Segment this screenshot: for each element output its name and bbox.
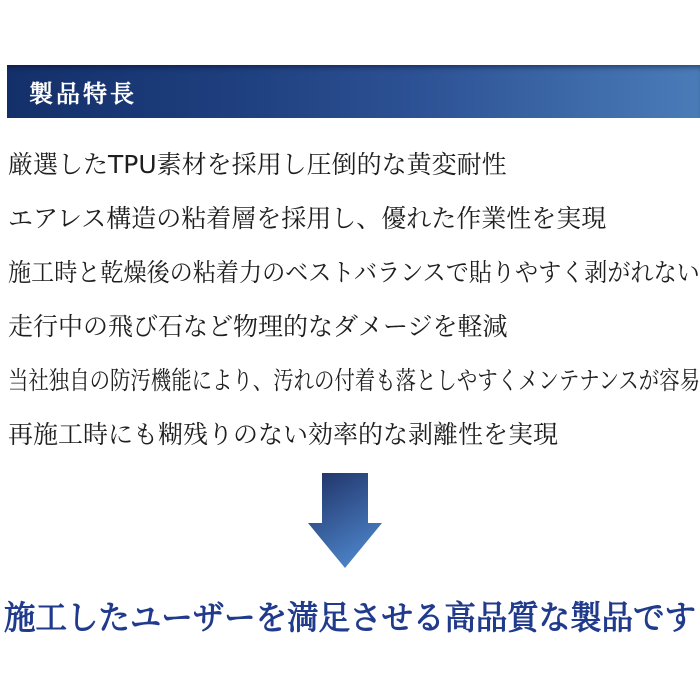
feature-item: 厳選したTPU素材を採用し圧倒的な黄変耐性 <box>8 150 507 179</box>
conclusion-row <box>0 592 700 639</box>
feature-item: 当社独自の防汚機能により、汚れの付着も落としやすくメンテナンスが容易 <box>8 366 700 395</box>
feature-item: 走行中の飛び石など物理的なダメージを軽減 <box>8 312 508 341</box>
section-header-bar <box>7 65 700 118</box>
down-arrow-icon <box>308 473 382 568</box>
feature-item: エアレス構造の粘着層を採用し、優れた作業性を実現 <box>8 204 607 233</box>
feature-item: 再施工時にも糊残りのない効率的な剥離性を実現 <box>8 420 559 449</box>
feature-item: 施工時と乾燥後の粘着力のベストバランスで貼りやすく剥がれない <box>8 258 700 287</box>
conclusion-headline: 施工したユーザーを満足させる高品質な製品です <box>4 598 696 637</box>
feature-list <box>8 138 700 462</box>
section-title: 製品特長 <box>29 80 137 108</box>
